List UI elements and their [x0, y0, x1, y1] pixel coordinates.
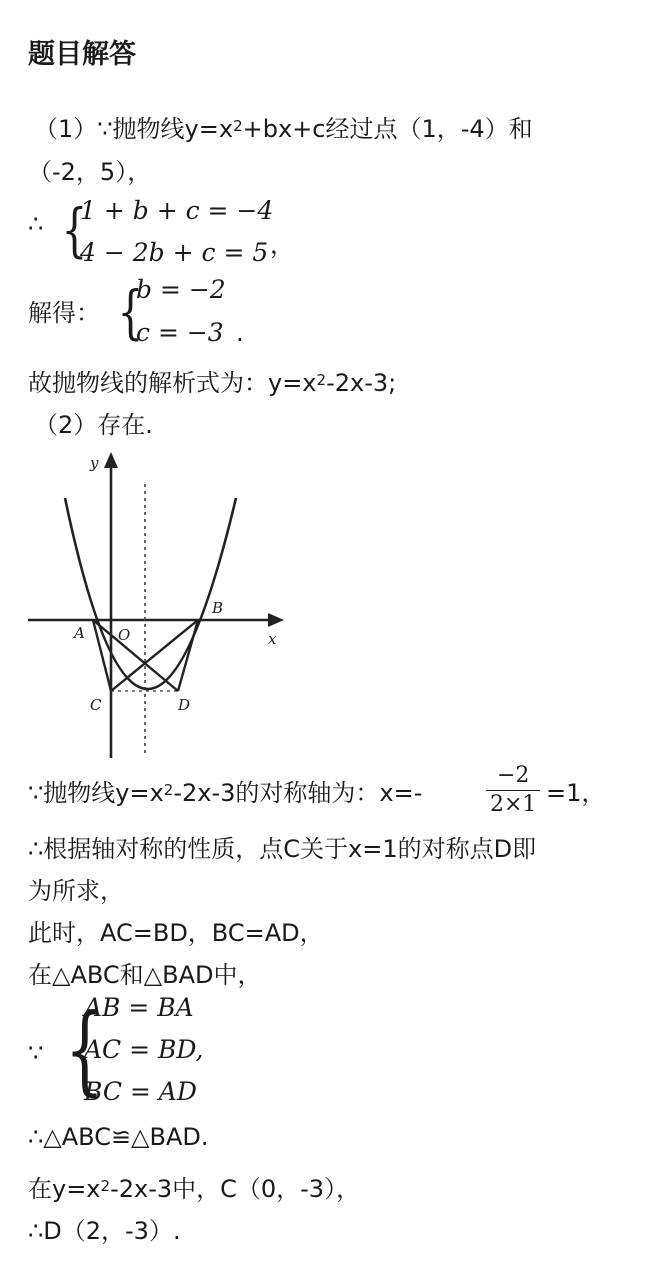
symmetry-result: =1，: [546, 779, 606, 807]
system3-eq2: AC = BD,: [84, 1035, 204, 1064]
part2-intro: （2）存在.: [34, 411, 153, 439]
text-span: -2x-3的对称轴为：x=-: [173, 779, 423, 807]
text-span: +bx+c经过点（1，-4）和: [242, 115, 533, 143]
text-span: -2x-3中，C（0，-3），: [110, 1175, 361, 1203]
system2-eq2: c = −3: [136, 318, 224, 347]
page-title: 题目解答: [28, 39, 136, 70]
part1-line1: [34, 112, 533, 146]
label-x: x: [268, 630, 277, 648]
label-C: C: [90, 696, 102, 714]
congruent-line: ∴△ABC≌△BAD.: [28, 1123, 209, 1151]
part1-line2: （-2，5），: [28, 158, 152, 186]
result-line: [28, 366, 396, 400]
system1-eq2: 4 − 2b + c = 5: [80, 238, 269, 267]
label-y: y: [90, 454, 99, 472]
fraction: [486, 762, 540, 819]
system1-tail: ，: [270, 231, 294, 259]
point-c-line: [28, 1172, 360, 1206]
left-brace: {: [61, 196, 88, 264]
superscript: 2: [233, 117, 243, 135]
text-span: （1）∵抛物线y=x: [34, 115, 234, 143]
text-span: 故抛物线的解析式为：y=x: [28, 369, 317, 397]
label-D: D: [178, 696, 191, 714]
system2-tail: .: [236, 319, 244, 347]
point-d-line: ∴D（2，-3）.: [28, 1217, 181, 1245]
left-brace: {: [117, 278, 144, 346]
fraction-body: [486, 762, 540, 819]
because-symbol: ∵: [28, 1039, 44, 1067]
parabola-curve: [65, 498, 236, 689]
symmetry-line2: 为所求，: [28, 877, 124, 905]
equal-sides-line: 此时，AC=BD，BC=AD，: [28, 919, 324, 947]
left-brace: {: [64, 994, 105, 1106]
segment-BD: [178, 620, 198, 691]
fraction-numerator: −2: [486, 762, 540, 791]
superscript: 2: [100, 1177, 111, 1195]
system1-eq1: 1 + b + c = −4: [80, 196, 274, 225]
symmetry-axis-line: [28, 776, 422, 810]
text-span: ∵抛物线y=x: [28, 779, 164, 807]
x-axis-arrow: [268, 613, 284, 627]
system2-eq1: b = −2: [136, 275, 226, 304]
segment-AD: [93, 620, 178, 691]
label-O: O: [118, 626, 131, 644]
label-A: A: [74, 624, 85, 642]
therefore-symbol: ∴: [28, 210, 44, 238]
label-B: B: [212, 599, 224, 617]
symmetry-line1: ∴根据轴对称的性质，点C关于x=1的对称点D即: [28, 835, 537, 863]
system3-eq3: BC = AD: [84, 1077, 197, 1106]
parabola-figure: [26, 448, 296, 766]
superscript: 2: [316, 371, 327, 389]
y-axis-arrow: [104, 452, 118, 468]
triangles-line: 在△ABC和△BAD中，: [28, 961, 262, 989]
text-span: -2x-3;: [326, 369, 397, 397]
solve-label: 解得：: [28, 299, 100, 327]
fraction-denominator: 2×1: [490, 792, 537, 817]
system3-eq1: AB = BA: [84, 993, 194, 1022]
text-span: 在y=x: [28, 1175, 101, 1203]
superscript: 2: [163, 781, 174, 799]
